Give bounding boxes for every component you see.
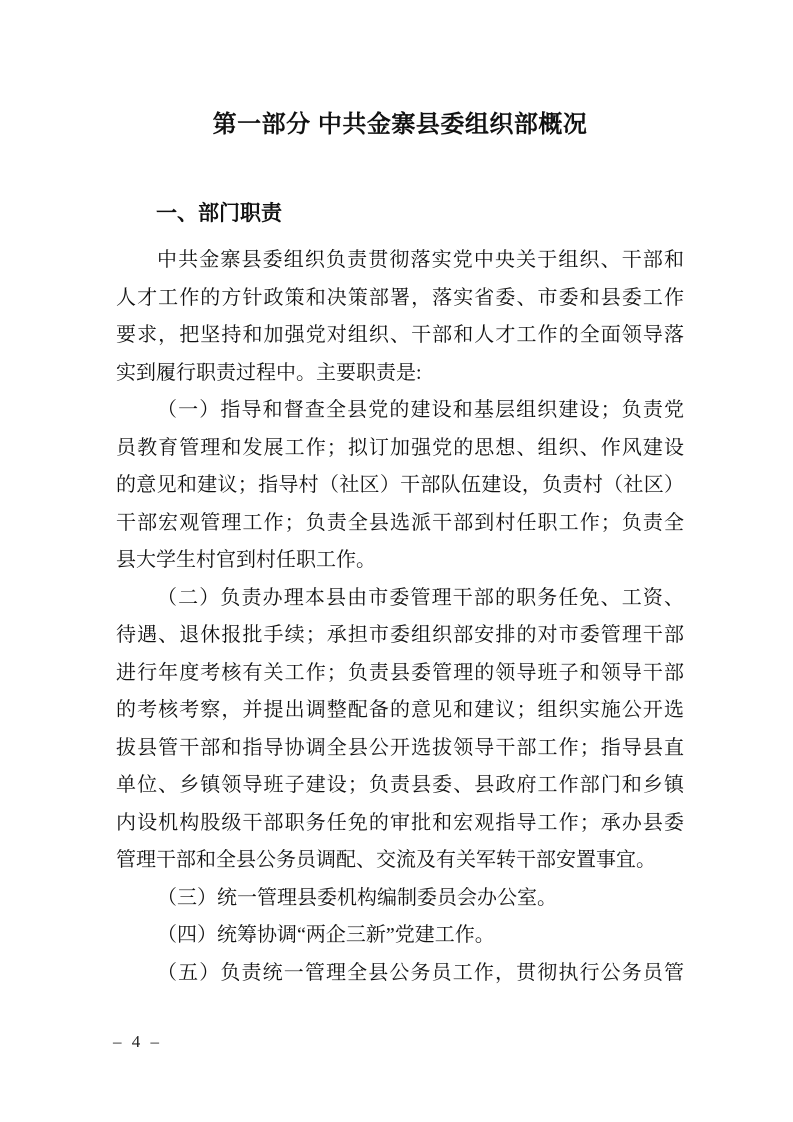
paragraph-item-1: [116, 392, 684, 580]
text-line: 实到履行职责过程中。主要职责是:: [116, 361, 422, 384]
paragraph-intro: [116, 242, 684, 392]
section-heading: 一、部门职责: [156, 202, 282, 225]
text-line: 人才工作的方针政策和决策部署，落实省委、市委和县委工作: [116, 286, 684, 309]
text-line: 干部宏观管理工作；负责全县选派干部到村任职工作；负责全: [116, 511, 684, 534]
document-title: 第一部分 中共金寨县委组织部概况: [212, 111, 588, 138]
text-line: 县大学生村官到村任职工作。: [116, 549, 376, 571]
text-line: 拔县管干部和指导协调全县公开选拔领导干部工作；指导县直: [116, 736, 684, 759]
paragraph-item-2: [116, 580, 684, 880]
text-line: 的意见和建议；指导村（社区）干部队伍建设，负责村（社区）: [116, 474, 684, 496]
text-line: （二）负责办理本县由市委管理干部的职务任免、工资、: [157, 586, 684, 609]
text-line: （三）统一管理县委机构编制委员会办公室。: [157, 886, 557, 909]
text-line: 要求，把坚持和加强党对组织、干部和人才工作的全面领导落: [116, 324, 684, 346]
text-line: （一）指导和督查全县党的建设和基层组织建设；负责党: [157, 399, 684, 421]
text-line: 单位、乡镇领导班子建设；负责县委、县政府工作部门和乡镇: [116, 774, 684, 796]
paragraph-item-4: [116, 917, 684, 955]
text-line: 内设机构股级干部职务任免的审批和宏观指导工作；承办县委: [116, 811, 684, 834]
text-line: 的考核考察，并提出调整配备的意见和建议；组织实施公开选: [116, 699, 684, 721]
paragraph-item-3: [116, 880, 684, 918]
text-line: 员教育管理和发展工作；拟订加强党的思想、组织、作风建设: [116, 436, 684, 459]
text-line: （五）负责统一管理全县公务员工作，贯彻执行公务员管: [157, 961, 684, 984]
text-line: 进行年度考核有关工作；负责县委管理的领导班子和领导干部: [116, 661, 684, 684]
text-line: （四）统筹协调“两企三新”党建工作。: [157, 924, 495, 946]
paragraph-item-5: [116, 955, 684, 993]
document-body: [116, 242, 684, 992]
page-number: – 4 –: [113, 1032, 162, 1051]
text-line: 中共金寨县委组织负责贯彻落实党中央关于组织、干部和: [157, 249, 684, 271]
text-line: 管理干部和全县公务员调配、交流及有关军转干部安置事宜。: [116, 849, 656, 871]
text-line: 待遇、退休报批手续；承担市委组织部安排的对市委管理干部: [116, 624, 684, 646]
